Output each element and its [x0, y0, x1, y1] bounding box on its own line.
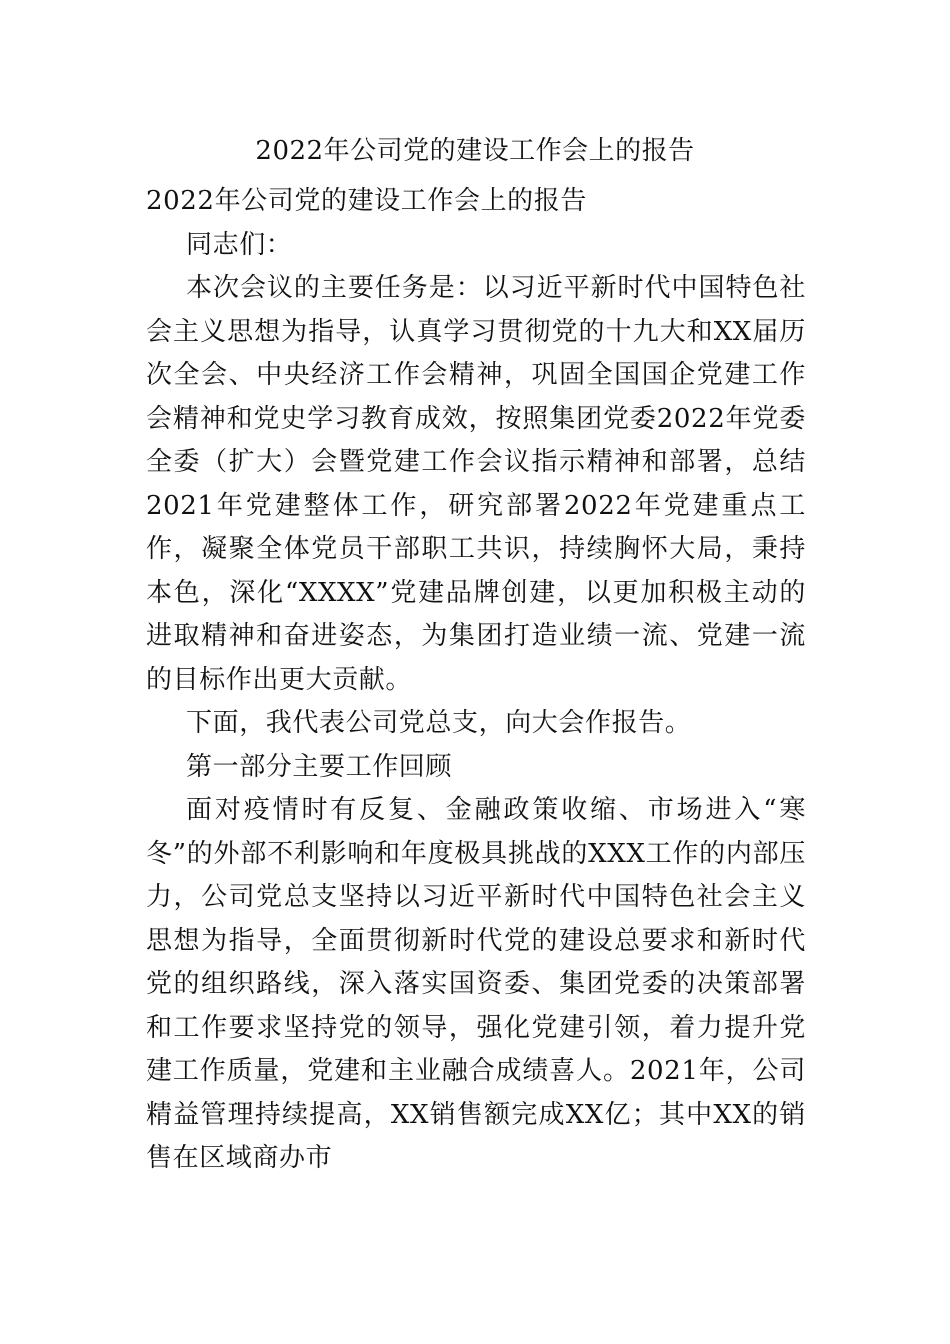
paragraph-review: 面对疫情时有反复、金融政策收缩、市场进入“寒冬”的外部不利影响和年度极具挑战的XXX工作的内部压力，公司党总支坚持以习近平新时代中国特色社会主义思想为指导，全面贯彻新时代党的建设总要求和新时代党的组织路线，深入落实国资委、集团党委的决策部署和工作要求坚持党的领导，强化党建引领，着力提升党建工作质量，党建和主业融合成绩喜人。2021年，公司精益管理持续提高，XX销售额完成XX亿；其中XX的销售在区域商办市 — [146, 795, 806, 1173]
section-heading: 第一部分主要工作回顾 — [186, 751, 453, 782]
document-title: 2022年公司党的建设工作会上的报告 — [255, 136, 695, 166]
document-body — [146, 180, 806, 1181]
document-subtitle: 2022年公司党的建设工作会上的报告 — [146, 186, 587, 216]
greeting: 同志们： — [186, 229, 293, 260]
paragraph-report-intro: 下面，我代表公司党总支，向大会作报告。 — [186, 708, 692, 738]
paragraph-task: 本次会议的主要任务是：以习近平新时代中国特色社会主义思想为指导，认真学习贯彻党的十九大和XX届历次全会、中央经济工作会精神，巩固全国国企党建工作会精神和党史学习教育成效，按照集团党委2022年党委全委（扩大）会暨党建工作会议指示精神和部署，总结2021年党建整体工作，研究部署2022年党建重点工作，凝聚全体党员干部职工共识，持续胸怀大局，秉持本色，深化“XXXX”党建品牌创建，以更加积极主动的进取精神和奋进姿态，为集团打造业绩一流、党建一流的目标作出更大贡献。 — [146, 273, 806, 695]
